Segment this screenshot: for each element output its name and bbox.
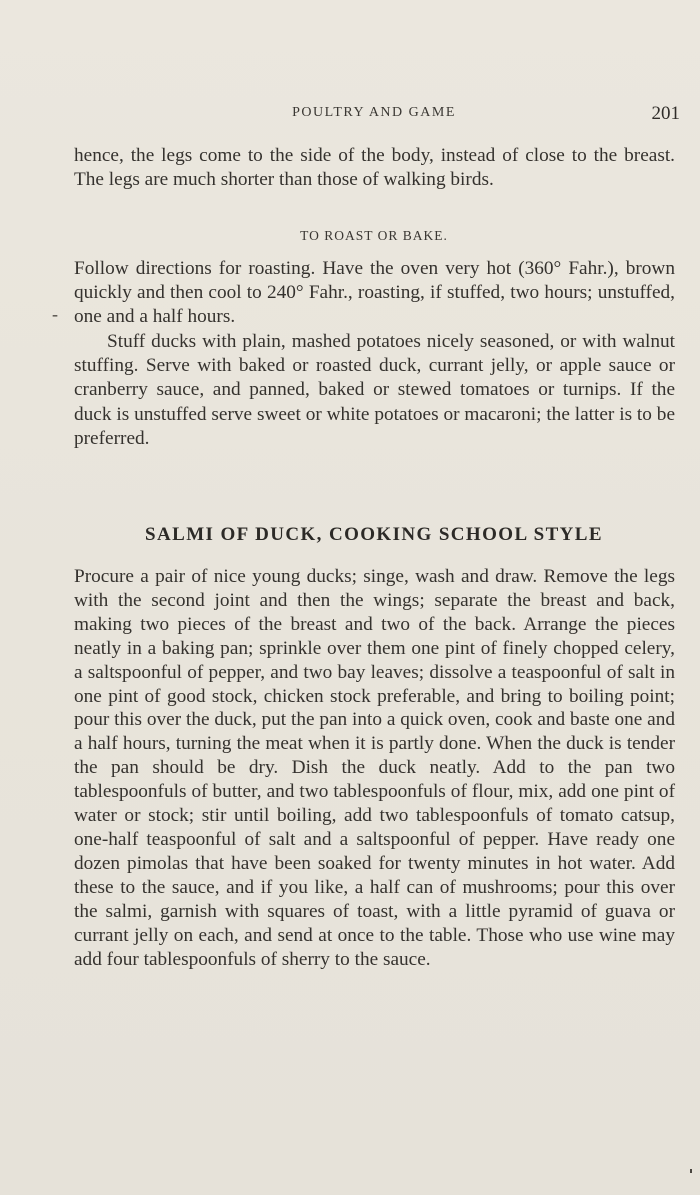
- running-header: [74, 103, 680, 127]
- roast-paragraph-2: Stuff ducks with plain, mashed potatoes nicely seasoned, or with walnut stuffing. Serve with baked or roasted duck, currant jelly, or apple sauce or cranberry sauce, and panned, baked or stewed tomatoes or turnips. If the duck is unstuffed serve sweet or white potatoes or macaroni; the latter is to be preferred.: [74, 331, 675, 449]
- margin-mark: -: [52, 304, 58, 324]
- salmi-paragraph: Procure a pair of nice young ducks; singe, wash and draw. Remove the legs with the second joint and then the wings; separate the breast and back, making two pieces of the breast and two of the back. Arrange the pieces neatly in a baking pan; sprinkle over them one pint of finely chopped celery, a saltspoonful of pepper, and two bay leaves; dissolve a teaspoonful of salt in one pint of good stock, chicken stock preferable, and bring to boiling point; pour this over the duck, put the pan into a quick oven, cook and baste one and a half hours, turning the meat when it is partly done. When the duck is tender the pan should be dry. Dish the duck neatly. Add to the pan two tablespoonfuls of butter, and two tablespoonfuls of flour, mix, add one pint of water or stock; stir until boiling, add two tablespoonfuls of tomato catsup, one-half teaspoonful of salt and a saltspoonful of pepper. Have ready one dozen pimolas that have been soaked for twenty minutes in hot water. Add these to the sauce, and if you like, a half can of mushrooms; pour this over the salmi, garnish with squares of toast, with a little pyramid of guava or currant jelly on each, and send at once to the table. Those who use wine may add four tablespoonfuls of sherry to the sauce.: [74, 566, 675, 970]
- roast-paragraph-1: Follow directions for roasting. Have the oven very hot (360° Fahr.), brown quickly and then cool to 240° Fahr., roasting, if stuffed, two hours; unstuffed, one and a half hours.: [74, 258, 675, 328]
- page-number: 201: [651, 103, 680, 124]
- running-title: POULTRY AND GAME: [292, 105, 456, 120]
- intro-paragraph: hence, the legs come to the side of the body, instead of close to the breast. The legs are much shorter than those of walking birds.: [74, 145, 675, 191]
- roast-subheading: TO ROAST OR BAKE.: [300, 228, 448, 243]
- salmi-section-title: SALMI OF DUCK, COOKING SCHOOL STYLE: [145, 524, 603, 545]
- page-speck: [690, 1169, 692, 1173]
